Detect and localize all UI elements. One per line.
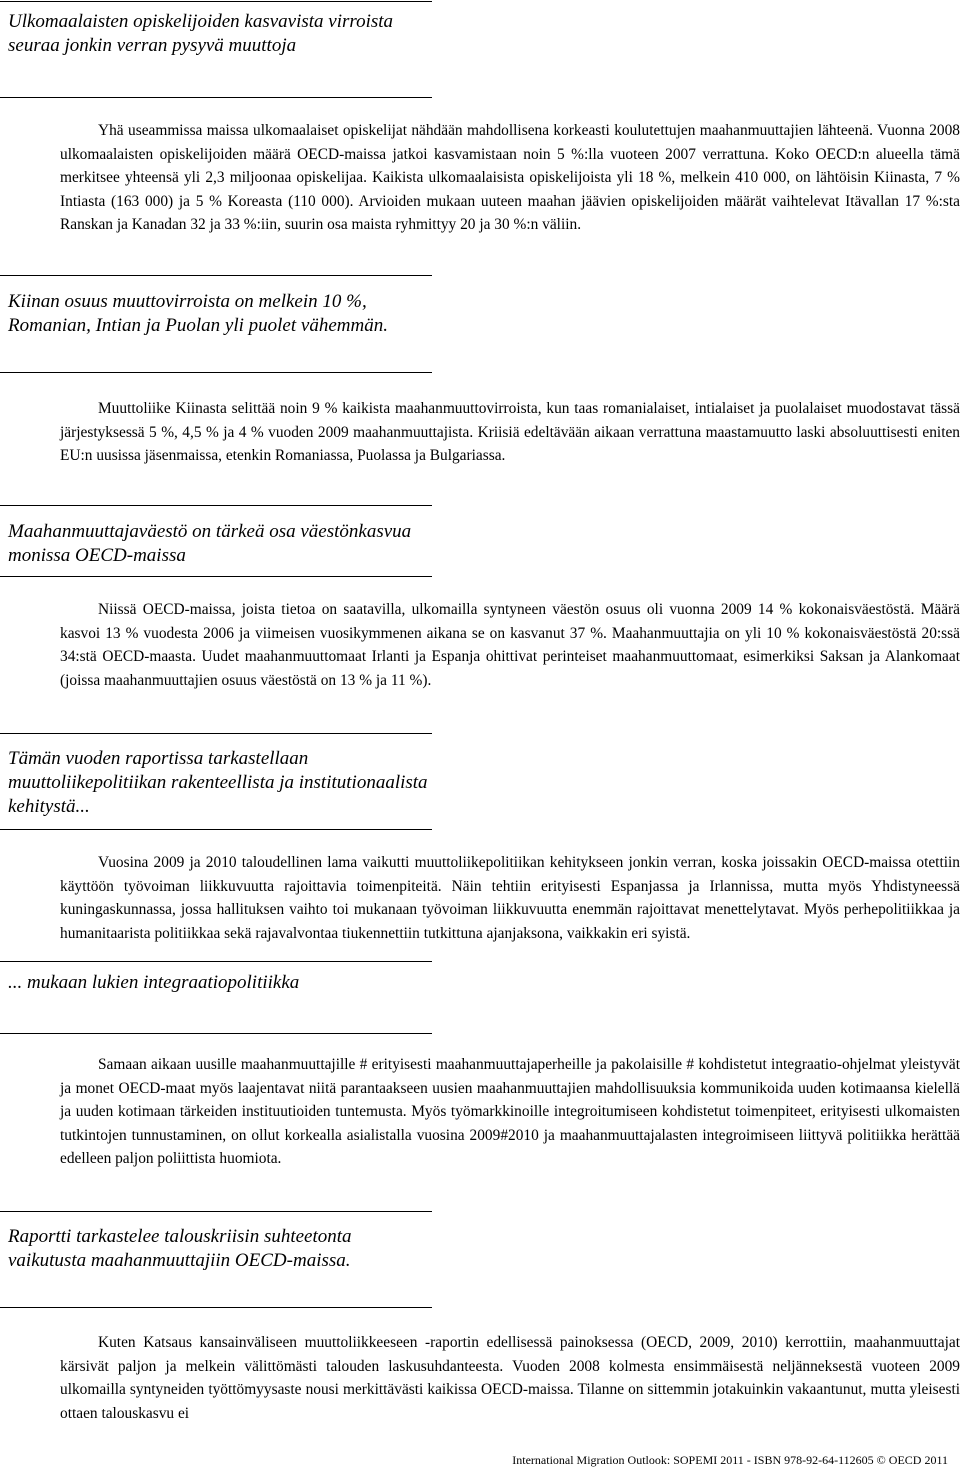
section-heading: Maahanmuuttajaväestö on tärkeä osa väestönkasvua monissa OECD-maissa: [8, 521, 412, 566]
section-heading: Kiinan osuus muuttovirroista on melkein 10 %, Romanian, Intian ja Puolan yli puolet vähemmän.: [8, 291, 388, 336]
heading-rule-bottom: [0, 372, 432, 373]
section-heading: ... mukaan lukien integraatiopolitiikka: [8, 972, 300, 993]
heading-rule-bottom: [0, 97, 432, 98]
section-paragraph: Yhä useammissa maissa ulkomaalaiset opiskelijat nähdään mahdollisena korkeasti koulutettujen maahanmuuttajien lähteenä. Vuonna 2008 ulkomaalaisten opiskelijoiden määrä OECD-maissa jatkoi kasvamistaan noin 5 %:lla vuoteen 2007 verrattuna. Koko OECD:n alueella tämä merkitsee yhteensä yli 2,3 miljoonaa opiskelijaa. Kaikista ulkomaalaisista opiskelijoista yli 18 %, melkein 410 000, on lähtöisin Kiinasta, 7 % Intiasta (163 000) ja 5 % Koreasta (110 000). Arvioiden mukaan uuteen maahan jäävien opiskelijoiden määrät vaihtelevat Itävallan 17 %:sta Ranskan ja Kanadan 32 ja 33 %:iin, suurin osa maista ryhmittyy 20 ja 30 %:n väliin.: [60, 122, 960, 234]
heading-rule-top: [0, 275, 432, 276]
heading-rule-bottom: [0, 1033, 432, 1034]
heading-rule-top: [0, 1, 432, 2]
section-paragraph: Muuttoliike Kiinasta selittää noin 9 % kaikista maahanmuuttovirroista, kun taas romanialaiset, intialaiset ja puolalaiset muodostavat tässä järjestyksessä 5 %, 4,5 % ja 4 % vuoden 2009 maahanmuuttajista. Kriisiä edeltävään aikaan verrattuna maastamuutto laski absoluuttisesti eniten EU:n uusissa jäsenmaissa, etenkin Romaniassa, Puolassa ja Bulgariassa.: [60, 400, 960, 465]
heading-rule-bottom: [0, 1307, 432, 1308]
heading-rule-top: [0, 505, 432, 506]
section-heading: Ulkomaalaisten opiskelijoiden kasvavista virroista seuraa jonkin verran pysyvä muuttoja: [8, 11, 394, 56]
heading-rule-top: [0, 733, 432, 734]
section-paragraph: Samaan aikaan uusille maahanmuuttajille # erityisesti maahanmuuttajaperheille ja pakolaisille # kohdistetut integraatio-ohjelmat yleistyvät ja monet OECD-maat myös laajentavat niitä parantaakseen uusien maahanmuuttajien mahdollisuuksia kommunikoida uuden kotimaansa kielellä ja uuden kotimaan tärkeiden instituutioiden tuntemusta. Myös työmarkkinoille integroitumiseen kohdistetut toimenpiteet, erityisesti ulkomaisten tutkintojen tunnustaminen, on ollut korkealla asialistalla vuosina 2009#2010 ja maahanmuuttajalasten integroimiseen liittyvä politiikka herättää edelleen paljon poliittista huomiota.: [60, 1056, 960, 1168]
section-heading: Tämän vuoden raportissa tarkastellaan muuttoliikepolitiikan rakenteellista ja institutionaalista kehitystä...: [8, 748, 428, 817]
heading-rule-bottom: [0, 829, 432, 830]
section-paragraph: Niissä OECD-maissa, joista tietoa on saatavilla, ulkomailla syntyneen väestön osuus oli vuonna 2009 14 % kokonaisväestöstä. Määrä kasvoi 13 % vuodesta 2006 ja viimeisen vuosikymmenen aikana se on kasvanut 37 %. Maahanmuuttajia on yli 10 % kokonaisväestöstä 20:ssä 34:stä OECD-maasta. Uudet maahanmuuttomaat Irlanti ja Espanja ohittivat perinteiset maahanmuuttomaat, esimerkiksi Saksan ja Alankomaat (joissa maahanmuuttajien osuus väestöstä on 13 % ja 11 %).: [60, 601, 960, 689]
section-paragraph: Kuten Katsaus kansainväliseen muuttoliikkeeseen -raportin edellisessä painoksessa (OECD, 2009, 2010) kerrottiin, maahanmuuttajat kärsivät paljon ja melkein välittömästi talouden laskusuhdanteesta. Vuoden 2008 kolmesta ensimmäisestä neljänneksestä vuoteen 2009 ulkomailla syntyneiden työttömyysaste nousi merkittävästi kaikissa OECD-maissa. Tilanne on sittemmin jotakuinkin vakaantunut, mutta yleisesti ottaen talouskasvu ei: [60, 1334, 960, 1422]
section-heading: Raportti tarkastelee talouskriisin suhteetonta vaikutusta maahanmuuttajiin OECD-maissa.: [8, 1226, 352, 1271]
heading-rule-top: [0, 1211, 432, 1212]
heading-rule-top: [0, 961, 432, 962]
page-footer: International Migration Outlook: SOPEMI 2011 - ISBN 978-92-64-112605 © OECD 2011: [512, 1453, 948, 1467]
heading-rule-bottom: [0, 576, 432, 577]
section-paragraph: Vuosina 2009 ja 2010 taloudellinen lama vaikutti muuttoliikepolitiikan kehitykseen jonkin verran, koska joissakin OECD-maissa otettiin käyttöön työvoiman liikkuvuutta rajoittavia toimenpiteitä. Näin tehtiin erityisesti Espanjassa ja Irlannissa, mutta myös Yhdistyneessä kuningaskunnassa, jossa hallituksen vaihto toi mukanaan työvoiman liikkuvuutta enemmän rajoittavat menettelytavat. Myös perhepolitiikkaa ja humanitaarista politiikkaa sekä rajavalvontaa tiukennettiin tutkittuna ajanjaksona, vaikkakin eri syistä.: [60, 854, 960, 942]
